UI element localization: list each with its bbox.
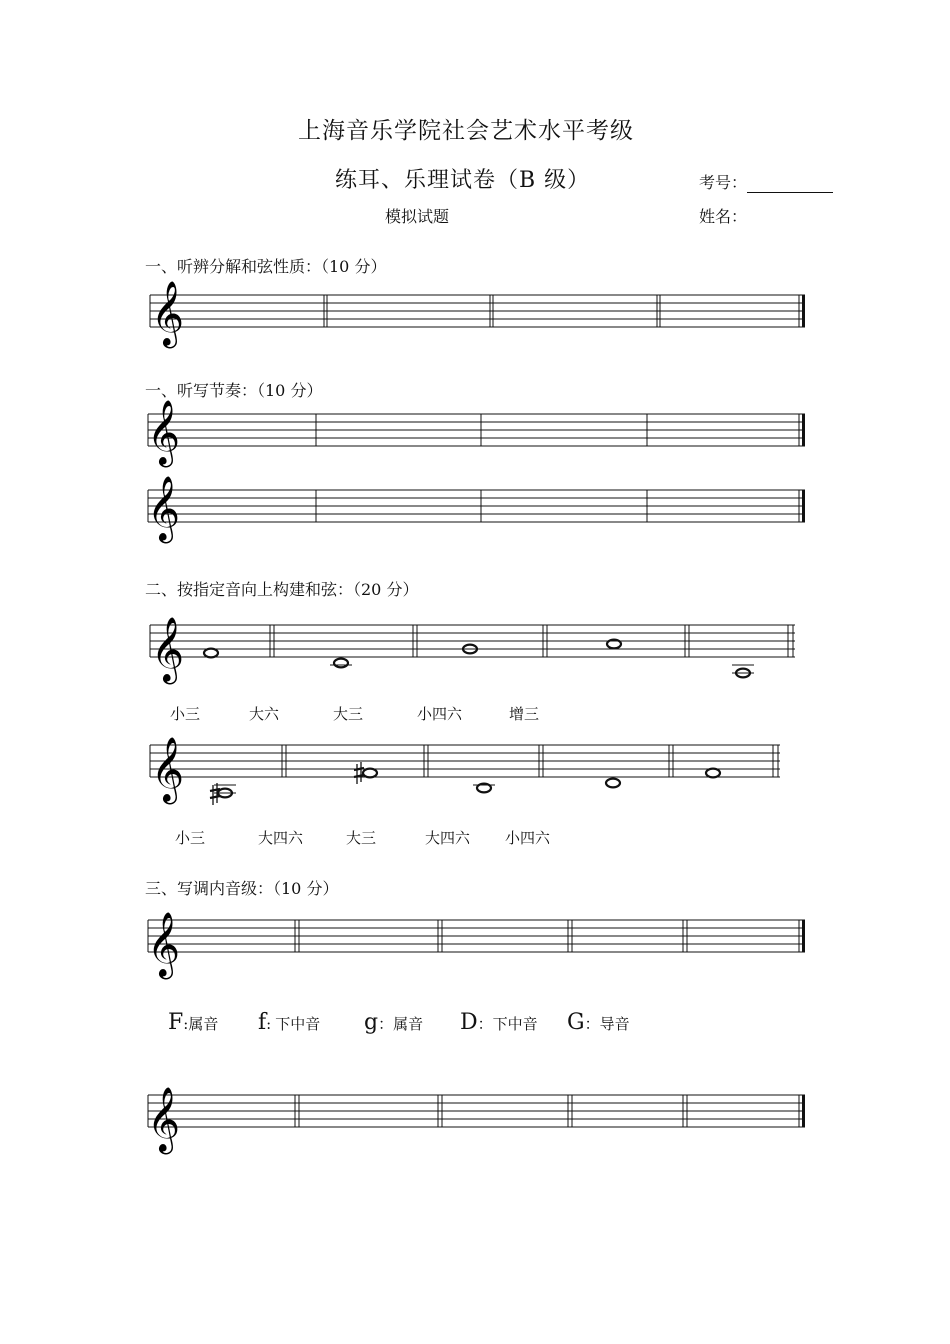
section-4-heading: 三、写调内音级：（10 分） [145, 879, 339, 898]
staff-scale-degrees-1 [145, 903, 810, 978]
treble-clef-icon: 𝄞 [147, 912, 181, 977]
treble-clef-icon: 𝄞 [147, 476, 181, 541]
key-separator: : [183, 1015, 189, 1033]
section-1-heading: 一、听辨分解和弦性质：（10 分） [145, 257, 387, 276]
degree-prompt-5 [567, 1010, 630, 1035]
key-name: g [364, 1010, 379, 1035]
staff-chords-2 [145, 728, 810, 808]
name-label: 姓名： [699, 207, 748, 226]
staff-scale-degrees-2 [145, 1078, 810, 1153]
chord-label-3: 大三 [333, 705, 364, 723]
key-name: G [567, 1010, 585, 1035]
treble-clef-icon: 𝄞 [151, 617, 185, 682]
staff-rhythm-1 [145, 397, 810, 467]
chord-label-9: 大四六 [425, 829, 471, 847]
degree-prompt-3 [364, 1010, 423, 1035]
chord-label-2: 大六 [249, 705, 280, 723]
key-separator: : [266, 1015, 272, 1033]
key-name: D [460, 1010, 478, 1035]
treble-clef-icon: 𝄞 [147, 400, 181, 465]
staff-listening [145, 278, 810, 348]
page-subtitle: 练耳、乐理试卷（B 级） [335, 168, 591, 193]
degree-name: 下中音 [275, 1015, 321, 1033]
treble-clef-icon: 𝄞 [151, 737, 185, 802]
exam-number-field [699, 170, 833, 193]
whole-note-icon [363, 769, 377, 778]
whole-note-icon [706, 769, 720, 778]
key-name: F [168, 1010, 184, 1035]
degree-name: 属音 [393, 1015, 424, 1033]
mock-label: 模拟试题 [385, 207, 450, 226]
chord-label-4: 小四六 [417, 705, 463, 723]
whole-note-icon [473, 784, 495, 793]
key-separator: ： [477, 1015, 493, 1033]
page-title: 上海音乐学院社会艺术水平考级 [298, 118, 634, 144]
chord-label-7: 大四六 [258, 829, 304, 847]
degree-prompt-4 [460, 1010, 538, 1035]
degree-prompt-2 [258, 1010, 320, 1035]
degree-name: 属音 [188, 1015, 219, 1033]
chord-label-6: 小三 [175, 829, 206, 847]
section-2-heading: 一、听写节奏：（10 分） [145, 381, 323, 400]
chord-label-5: 增三 [509, 705, 540, 723]
staff-chords-1 [145, 608, 810, 688]
treble-clef-icon: 𝄞 [147, 1087, 181, 1152]
whole-note-icon [732, 665, 754, 677]
chord-label-10: 小四六 [505, 829, 551, 847]
whole-note-icon [204, 649, 218, 658]
exam-number-blank [747, 180, 833, 193]
whole-note-icon [606, 779, 620, 788]
degree-name: 导音 [599, 1015, 630, 1033]
staff-rhythm-2 [145, 473, 810, 543]
key-name: f [258, 1010, 267, 1035]
chord-label-1: 小三 [170, 705, 201, 723]
key-separator: ： [378, 1015, 394, 1033]
degree-prompt-1 [168, 1010, 218, 1035]
whole-note-icon [330, 659, 352, 668]
chord-label-8: 大三 [346, 829, 377, 847]
exam-number-label: 考号： [699, 173, 748, 192]
treble-clef-icon: 𝄞 [151, 281, 185, 346]
degree-name: 下中音 [492, 1015, 538, 1033]
section-3-heading: 二、按指定音向上构建和弦：（20 分） [145, 580, 419, 599]
key-separator: ： [584, 1015, 600, 1033]
